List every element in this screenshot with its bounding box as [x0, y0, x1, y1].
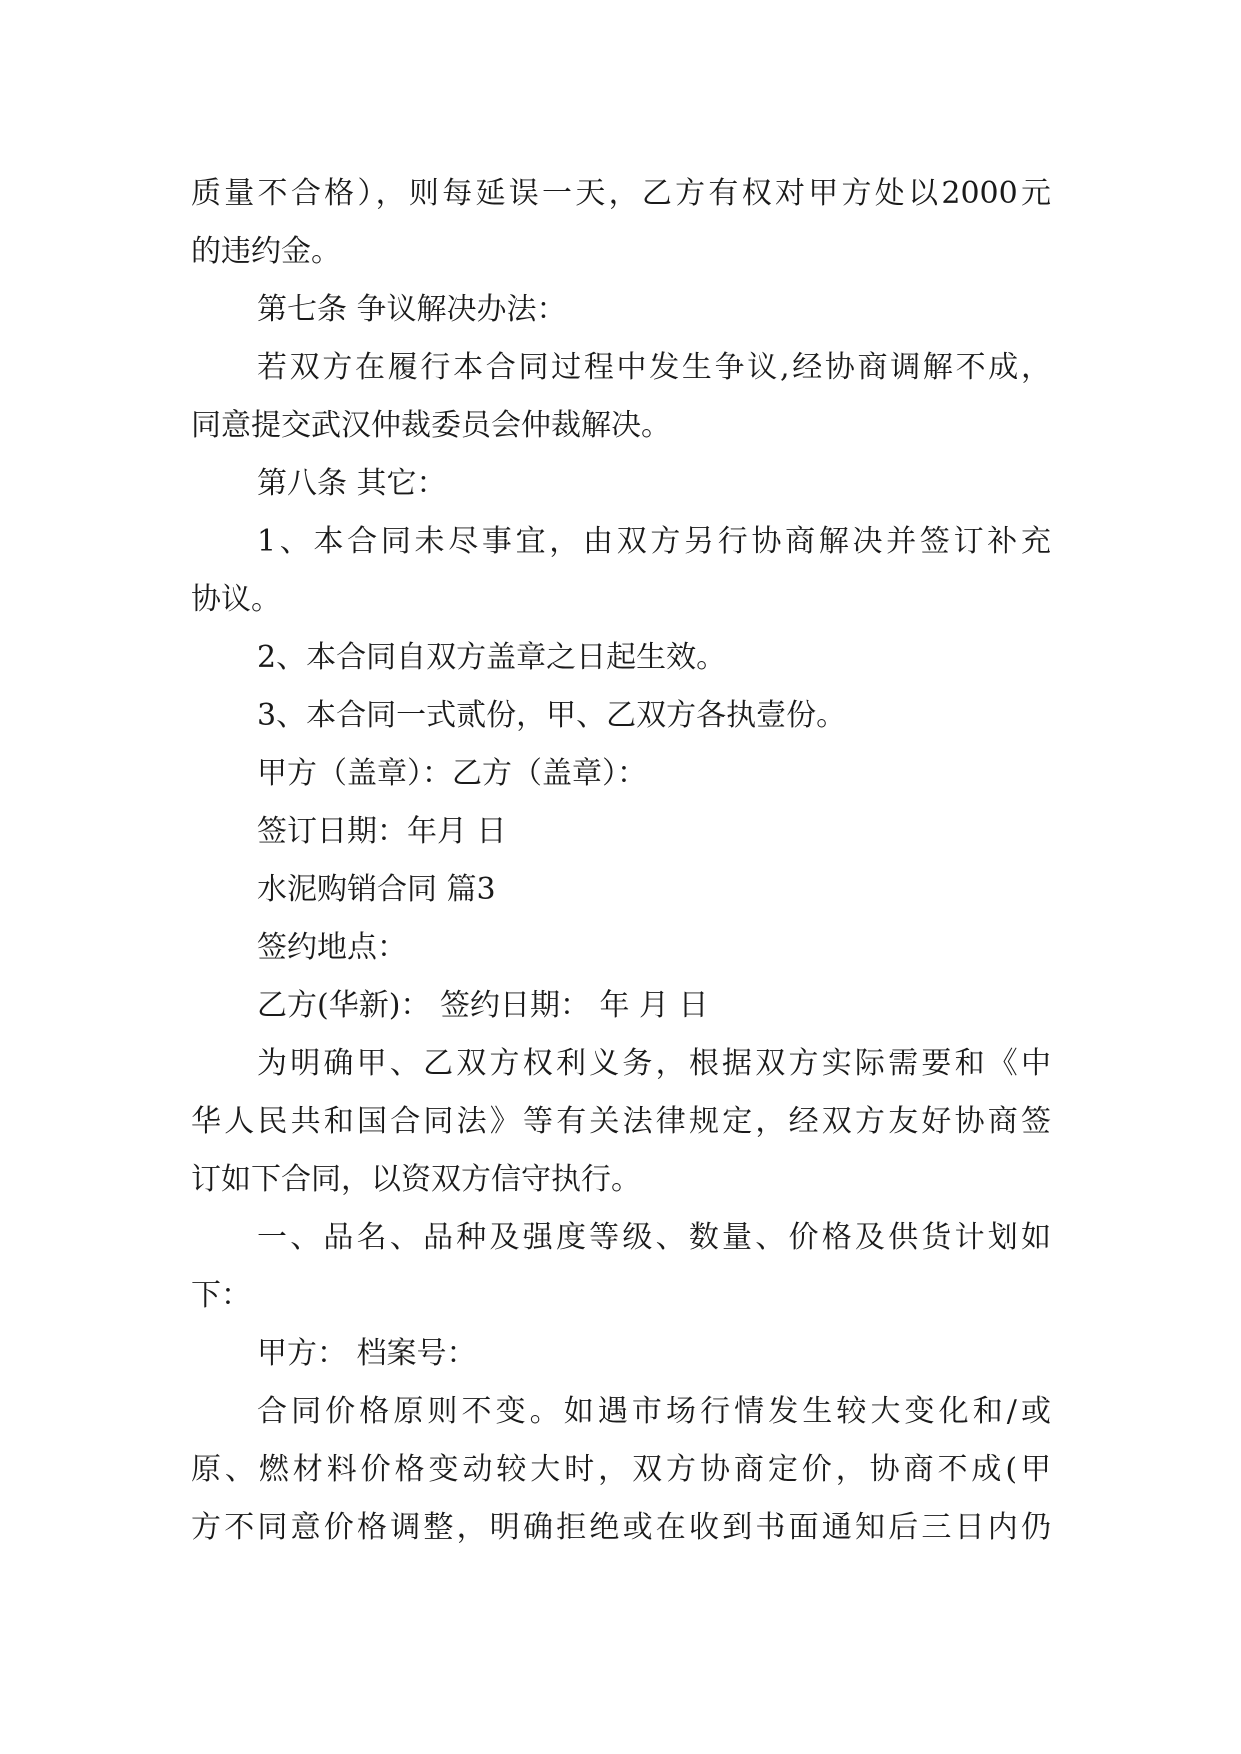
- section-heading: 第八条 其它：: [257, 466, 447, 501]
- text-line: 的违约金。: [191, 234, 341, 269]
- text-line: 同意提交武汉仲裁委员会仲裁解决。: [191, 408, 671, 443]
- text-line: 若双方在履行本合同过程中发生争议,经协商调解不成，: [257, 350, 1051, 385]
- text-line: 下：: [191, 1278, 251, 1313]
- text-line: 合同价格原则不变。如遇市场行情发生较大变化和/或: [257, 1394, 1051, 1429]
- text-line: 华人民共和国合同法》等有关法律规定，经双方友好协商签: [191, 1104, 1051, 1139]
- text-line: 1、本合同未尽事宜，由双方另行协商解决并签订补充: [257, 524, 1051, 559]
- text-line: 质量不合格），则每延误一天，乙方有权对甲方处以2000元: [191, 176, 1051, 211]
- text-line: 协议。: [191, 582, 281, 617]
- location-line: 签约地点：: [257, 930, 407, 965]
- section-heading: 第七条 争议解决办法：: [257, 292, 567, 327]
- text-line: 一、品名、品种及强度等级、数量、价格及供货计划如: [257, 1220, 1051, 1255]
- signature-line: 甲方（盖章）：乙方（盖章）：: [257, 756, 647, 791]
- date-line: 签订日期：年月 日: [257, 814, 507, 849]
- text-line: 订如下合同，以资双方信守执行。: [191, 1162, 641, 1197]
- text-line: 3、本合同一式贰份，甲、乙双方各执壹份。: [257, 698, 847, 733]
- party-date-line: 乙方(华新)： 签约日期： 年 月 日: [257, 988, 709, 1023]
- document-title: 水泥购销合同 篇3: [257, 872, 496, 907]
- text-line: 原、燃材料价格变动较大时，双方协商定价，协商不成(甲: [191, 1452, 1051, 1487]
- text-line: 2、本合同自双方盖章之日起生效。: [257, 640, 727, 675]
- archive-line: 甲方： 档案号：: [257, 1336, 477, 1371]
- text-line: 为明确甲、乙双方权利义务，根据双方实际需要和《中: [257, 1046, 1051, 1081]
- text-line: 方不同意价格调整，明确拒绝或在收到书面通知后三日内仍: [191, 1510, 1051, 1545]
